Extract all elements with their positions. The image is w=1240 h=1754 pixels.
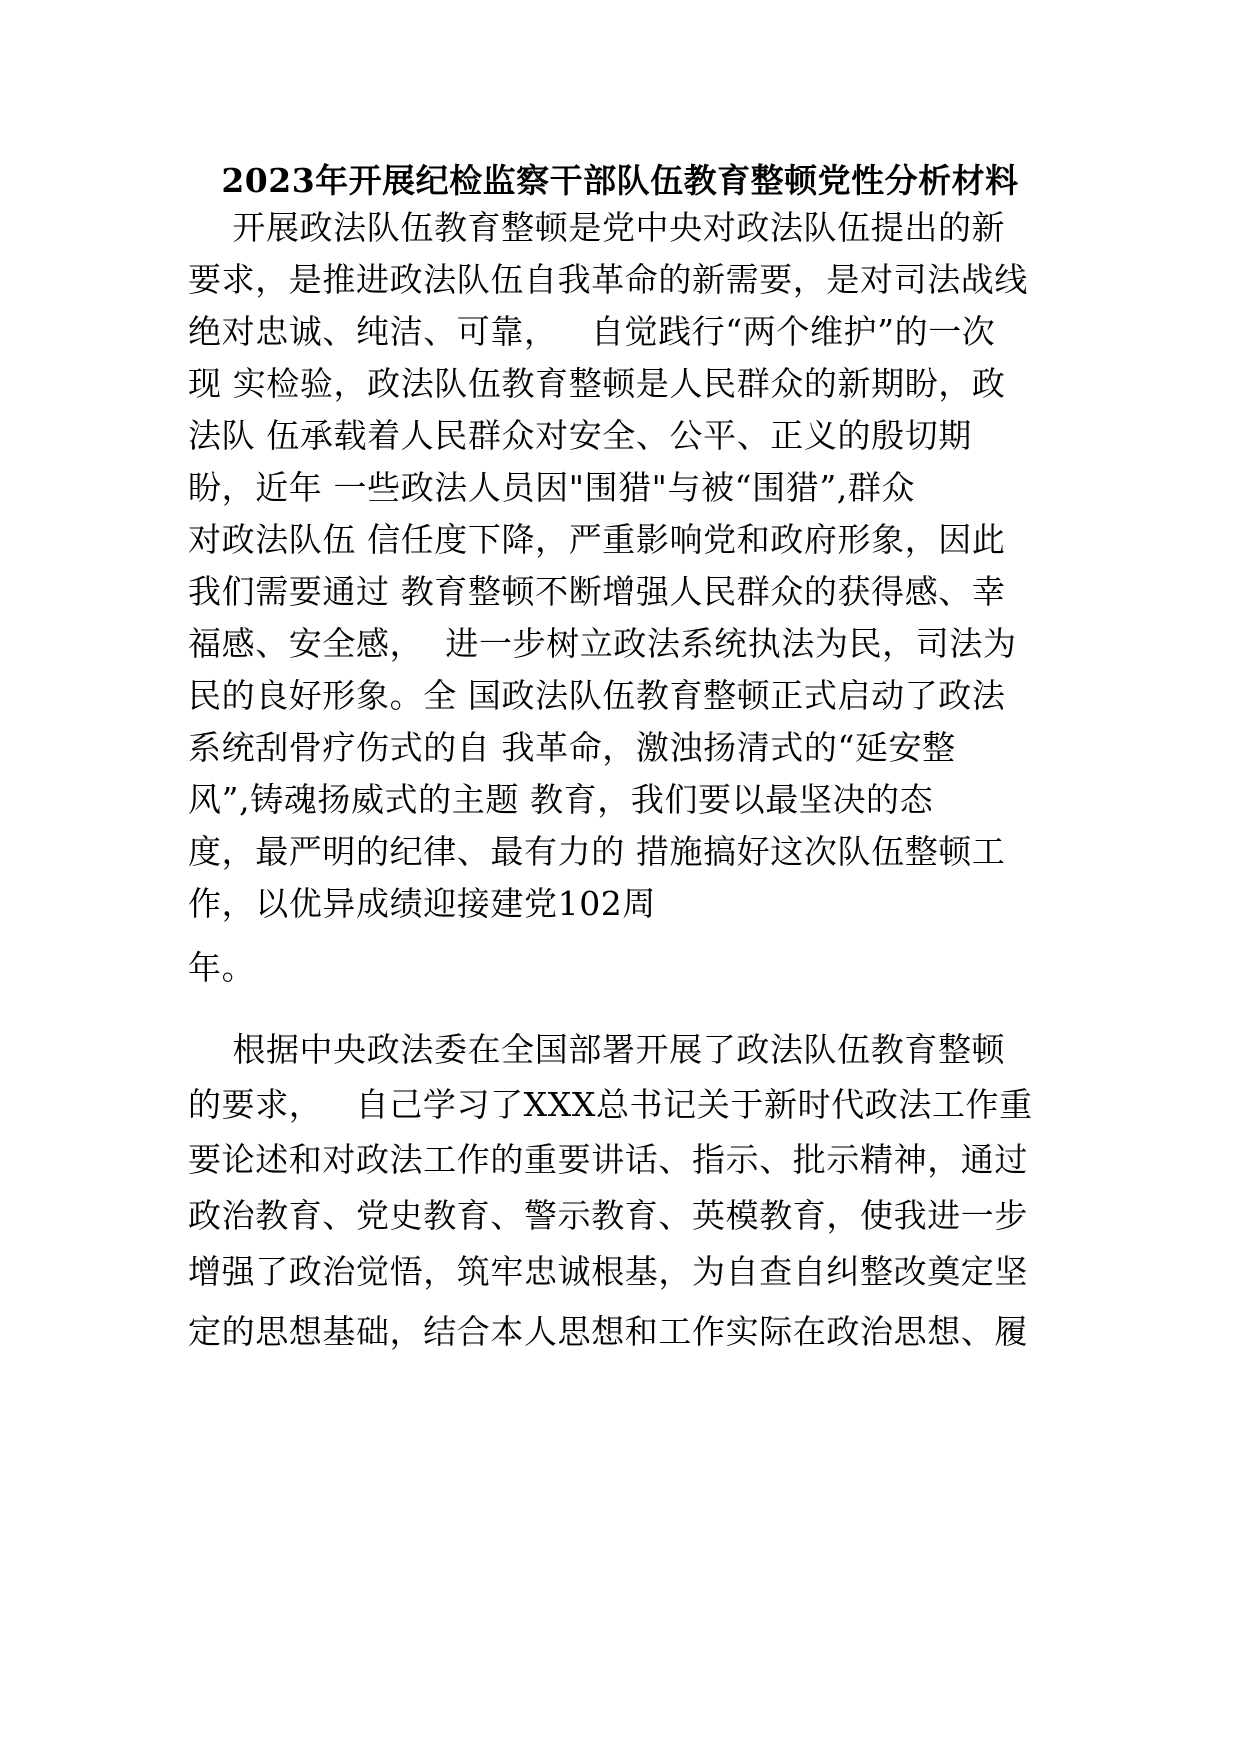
paragraph-2-line-6: 定的思想基础，结合本人思想和工作实际在政治思想、履	[188, 1312, 1028, 1351]
paragraph-2-line-1: 根据中央政法委在全国部署开展了政法队伍教育整顿	[188, 1030, 1006, 1069]
paragraph-2-line-2: 的要求， 自己学习了XXX总书记关于新时代政法工作重	[188, 1085, 1033, 1124]
paragraph-1-line-1: 开展政法队伍教育整顿是党中央对政法队伍提出的新	[188, 208, 1006, 247]
paragraph-2-line-5: 增强了政治觉悟，筑牢忠诚根基，为自查自纠整改奠定坚	[188, 1252, 1028, 1291]
paragraph-2-line-4: 政治教育、党史教育、警示教育、英模教育，使我进一步	[188, 1196, 1028, 1235]
paragraph-1-line-5: 法队 伍承载着人民群众对安全、公平、正义的殷切期	[188, 416, 972, 455]
paragraph-1-line-4: 现 实检验，政法队伍教育整顿是人民群众的新期盼，政	[188, 364, 1006, 403]
paragraph-1-line-14: 作，以优异成绩迎接建党102周	[188, 884, 656, 923]
paragraph-1-line-12: 风”,铸魂扬威式的主题 教育，我们要以最坚决的态	[188, 780, 934, 819]
paragraph-1-line-6: 盼，近年 一些政法人员因"围猎"与被“围猎”,群众	[188, 468, 916, 507]
paragraph-1-line-11: 系统刮骨疗伤式的自 我革命，激浊扬清式的“延安整	[188, 728, 956, 767]
paragraph-1-line-10: 民的良好形象。全 国政法队伍教育整顿正式启动了政法	[188, 676, 1006, 715]
paragraph-1-line-13: 度，最严明的纪律、最有力的 措施搞好这次队伍整顿工	[188, 832, 1006, 871]
document-title: 2023年开展纪检监察干部队伍教育整顿党性分析材料	[221, 161, 1019, 200]
paragraph-1-line-8: 我们需要通过 教育整顿不断增强人民群众的获得感、幸	[188, 572, 1006, 611]
paragraph-1-line-3: 绝对忠诚、纯洁、可靠， 自觉践行“两个维护”的一次	[188, 312, 996, 351]
paragraph-1-line-15: 年。	[188, 948, 256, 987]
paragraph-1-line-7: 对政法队伍 信任度下降，严重影响党和政府形象，因此	[188, 520, 1006, 559]
paragraph-1-line-9: 福感、安全感， 进一步树立政法系统执法为民，司法为	[188, 624, 1017, 663]
paragraph-2-line-3: 要论述和对政法工作的重要讲话、指示、批示精神，通过	[188, 1140, 1028, 1179]
paragraph-1-line-2: 要求，是推进政法队伍自我革命的新需要，是对司法战线	[188, 260, 1028, 299]
